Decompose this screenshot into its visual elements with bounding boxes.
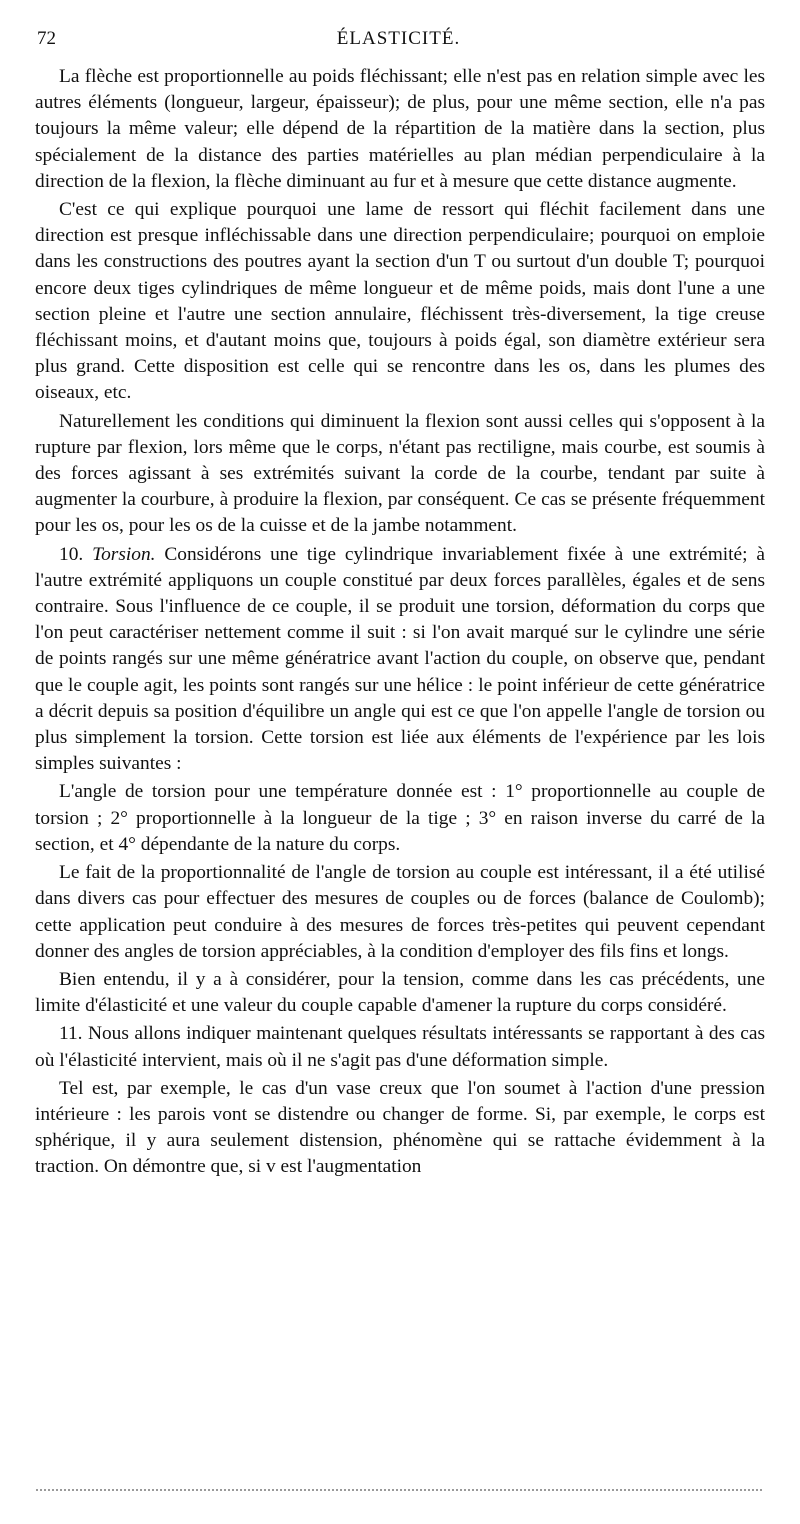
section-title: Torsion. (92, 543, 156, 565)
paragraph: Tel est, par exemple, le cas d'un vase creux que l'on soumet à l'action d'une pression intérieure : les parois vont se distendre ou changer de forme. Si, par exemple, le corps est sphérique, il y aura seulement distension, phénomène qui se rattache évidemment à la traction. On démontre que, si v est l'augmentation (35, 1077, 765, 1178)
paragraph: La flèche est proportionnelle au poids fléchissant; elle n'est pas en relation simple avec les autres éléments (longueur, largeur, épaisseur); de plus, pour une même section, elle n'a pas toujours la même valeur; elle dépend de la répartition de la matière dans la section, plus spécialement de la distance des parties matérielles au plan médian perpendiculaire à la direction de la flexion, la flèche diminuant au fur et à mesure que cette distance augmente. (35, 66, 765, 192)
paragraph: Le fait de la proportionnalité de l'angle de torsion au couple est intéressant, il a été utilisé dans divers cas pour effectuer des mesures de couples ou de forces (balance de Coulomb); cette application peut conduire à des mesures de forces très-petites qui peuvent cependant donner des angles de torsion appréciables, à la condition d'employer des fils fins et longs. (35, 862, 765, 962)
section-11-paragraph (35, 1021, 765, 1073)
section-number: 11. (59, 1023, 83, 1045)
page-number: 72 (37, 28, 56, 49)
running-title: ÉLASTICITÉ. (336, 28, 461, 49)
section-number: 10. (59, 543, 84, 565)
paragraph: L'angle de torsion pour une température donnée est : 1° proportionnelle au couple de torsion ; 2° proportionnelle à la longueur de la tige ; 3° en raison inverse du carré de la section, et 4° dépendante de la nature du corps. (35, 781, 765, 855)
footer-rule (36, 1489, 762, 1491)
paragraph: Bien entendu, il y a à considérer, pour la tension, comme dans les cas précédents, une limite d'élasticité et une valeur du couple capable d'amener la rupture du corps considéré. (35, 968, 765, 1017)
body-text (35, 64, 765, 1183)
paragraph: Naturellement les conditions qui diminuent la flexion sont aussi celles qui s'opposent à la rupture par flexion, lors même que le corps, n'étant pas rectiligne, mais courbe, est soumis à des forces agissant à ses extrémités suivant la corde de la courbe, tendant par suite à augmenter la courbure, à produire la flexion, par conséquent. Ce cas se présente fréquemment pour les os, pour les os de la cuisse et de la jambe notamment. (35, 410, 765, 537)
paragraph: C'est ce qui explique pourquoi une lame de ressort qui fléchit facilement dans une direction est presque infléchissable dans une direction perpendiculaire; pourquoi on emploie dans les constructions des poutres ayant la section d'un T ou surtout d'un double T; pourquoi encore deux tiges cylindriques de même longueur et de même poids, mais dont l'une a une section pleine et l'autre une section annulaire, fléchissent très-diversement, la tige creuse fléchissant moins, et d'autant moins que, toujours à poids égal, son diamètre extérieur sera plus grand. Cette disposition est celle qui se rencontre dans les os, dans les plumes des oiseaux, etc. (35, 199, 765, 404)
page-header (37, 28, 760, 58)
paragraph-text: Nous allons indiquer maintenant quelques résultats intéressants se rapportant à des cas où l'élasticité intervient, mais où il ne s'agit pas d'une déformation simple. (35, 1023, 765, 1071)
paragraph-text: Considérons une tige cylindrique invariablement fixée à une extrémité; à l'autre extrémité appliquons un couple constitué par deux forces parallèles, égales et de sens contraire. Sous l'influence de ce couple, il se produit une torsion, déformation du corps que l'on peut caractériser nettement comme il suit : si l'on avait marqué sur le cylindre une série de points rangés sur une même génératrice avant l'action du couple, on observe que, pendant que le couple agit, les points sont rangés sur une hélice : le point inférieur de cette génératrice a décrit depuis sa position d'équilibre un angle qui est ce que l'on appelle l'angle de torsion ou plus simplement la torsion. Cette torsion est liée aux éléments de l'expérience par les lois simples suivantes : (35, 543, 765, 775)
section-10-paragraph (35, 542, 765, 778)
